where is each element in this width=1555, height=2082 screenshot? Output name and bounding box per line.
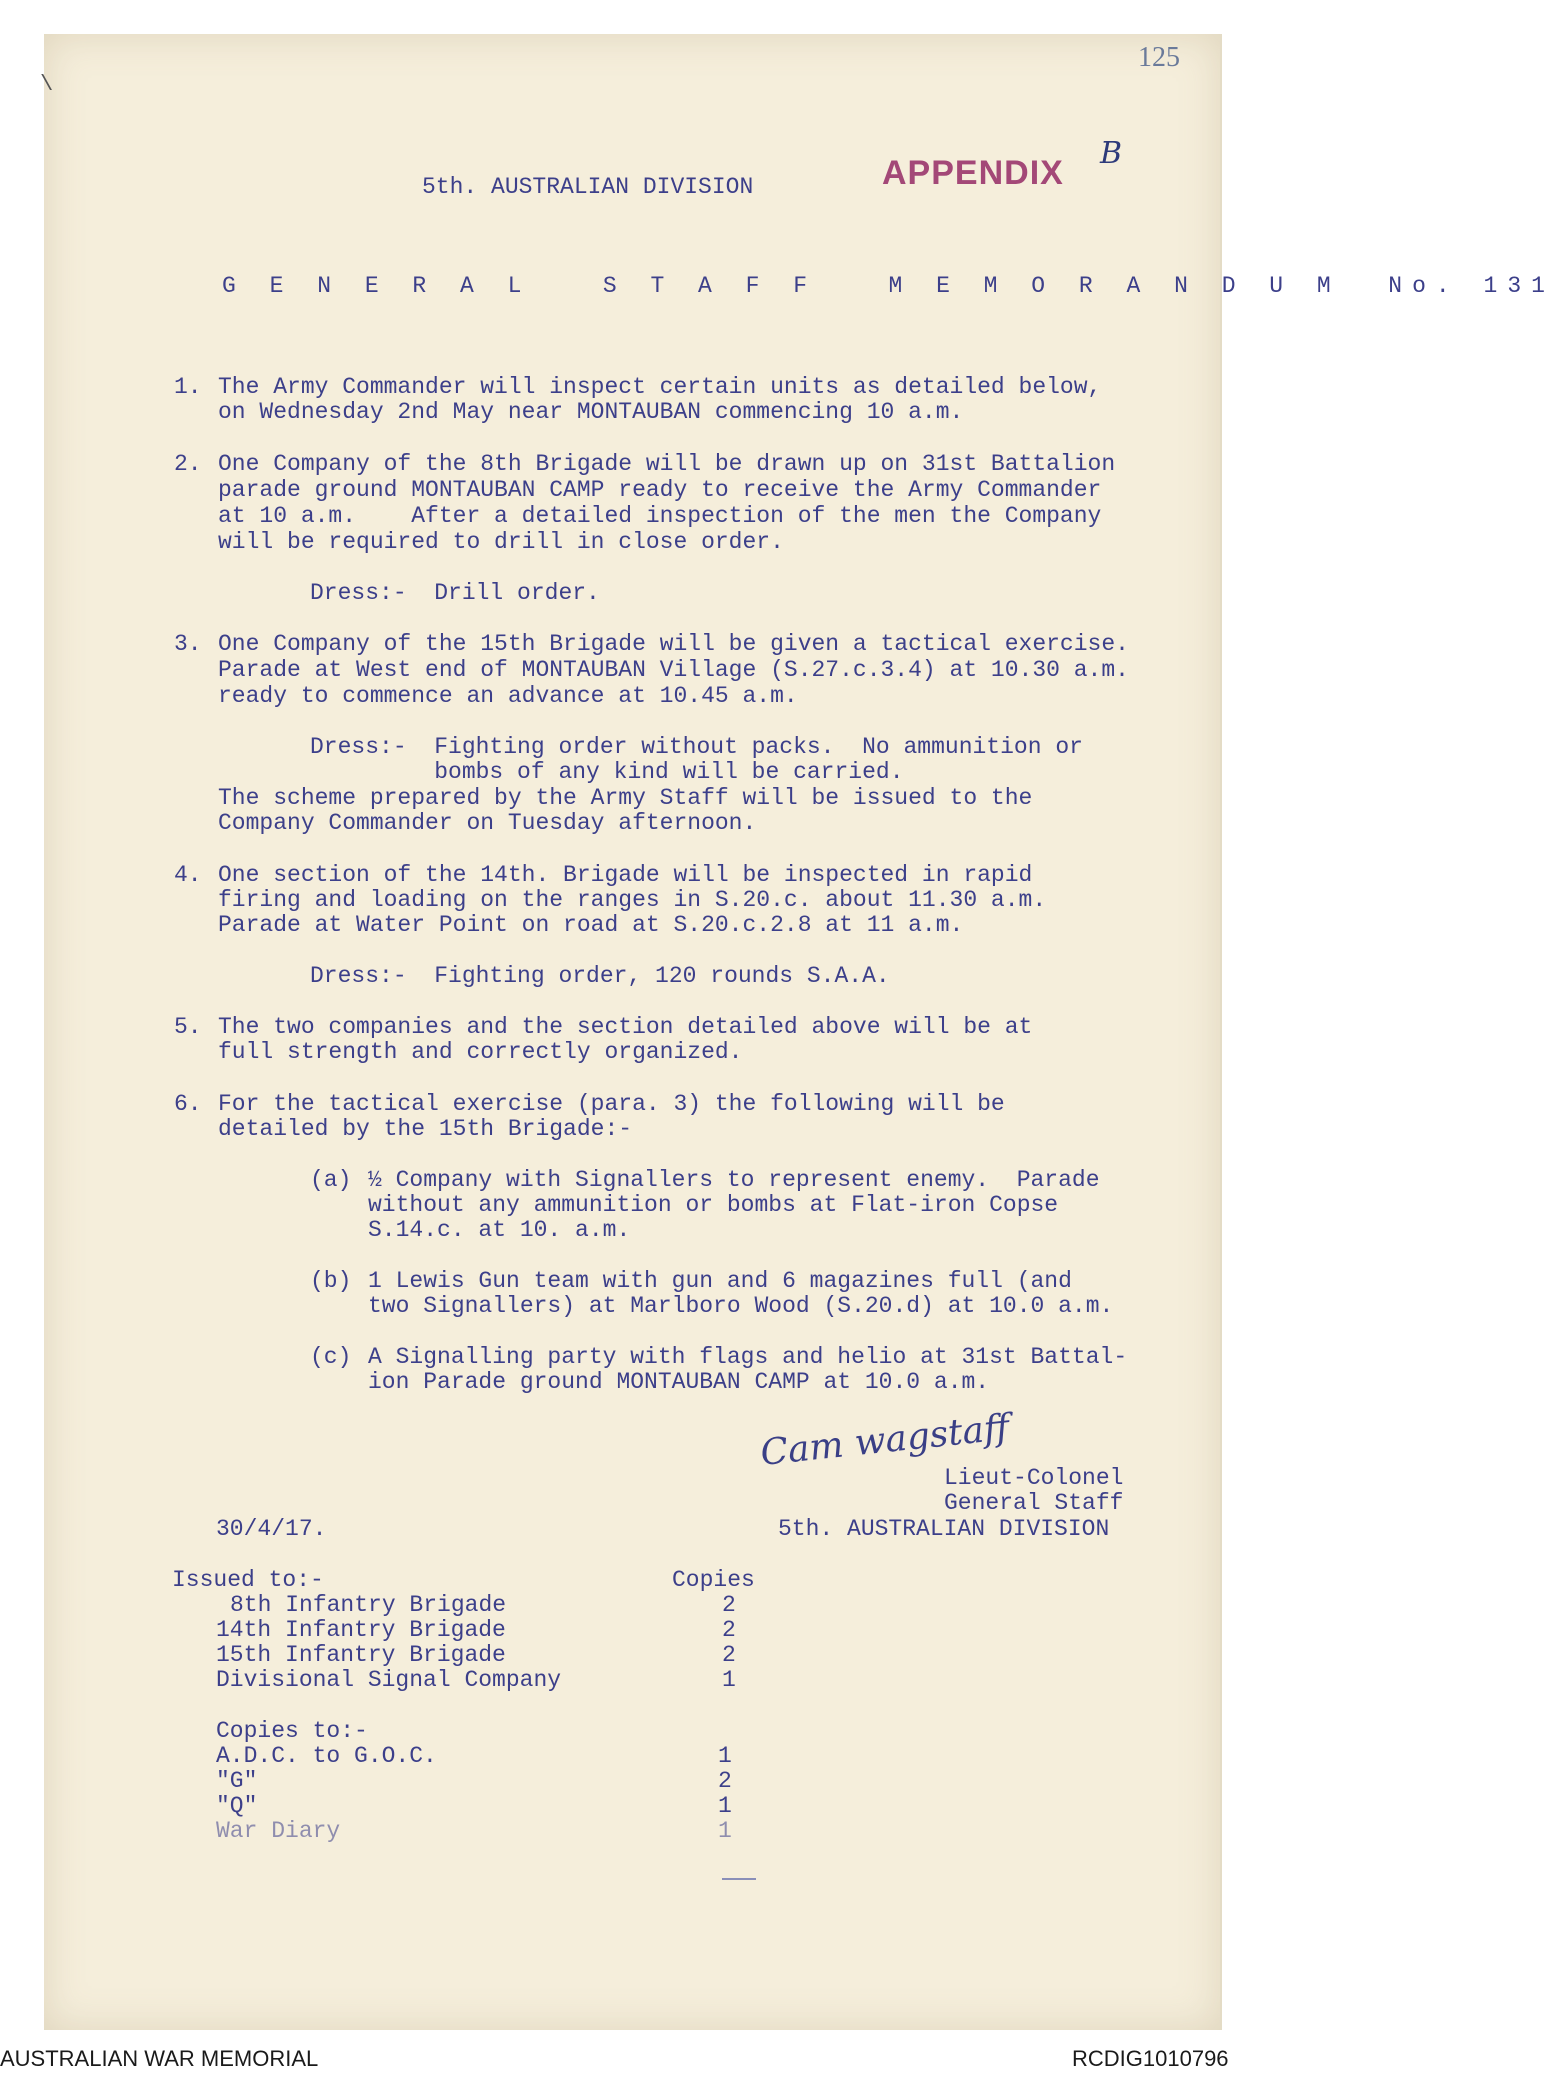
- para-3-dress-line-1: Dress:- Fighting order without packs. No ammunition or: [310, 734, 1083, 760]
- para-2-number: 2.: [174, 451, 202, 477]
- para-5-line-2: full strength and correctly organized.: [218, 1039, 743, 1065]
- copies-to-row-1-copies: 1: [718, 1743, 732, 1769]
- copies-to-row-2-copies: 2: [718, 1768, 732, 1794]
- sub-item-b-line-2: two Signallers) at Marlboro Wood (S.20.d) at 10.0 a.m.: [368, 1293, 1114, 1319]
- para-4-line-1: One section of the 14th. Brigade will be inspected in rapid: [218, 862, 1033, 888]
- sub-item-c-line-2: ion Parade ground MONTAUBAN CAMP at 10.0 a.m.: [368, 1369, 990, 1395]
- issued-row-2-copies: 2: [722, 1617, 736, 1643]
- sub-item-b-line-1: 1 Lewis Gun team with gun and 6 magazines full (and: [368, 1268, 1072, 1294]
- signature-unit: 5th. AUSTRALIAN DIVISION: [778, 1516, 1110, 1542]
- copies-to-row-3-copies: 1: [718, 1793, 732, 1819]
- para-5-line-1: The two companies and the section detailed above will be at: [218, 1014, 1033, 1040]
- copies-to-row-2-name: "G": [216, 1768, 258, 1794]
- issued-to-label: Issued to:-: [172, 1567, 324, 1593]
- para-6-line-1: For the tactical exercise (para. 3) the following will be: [218, 1091, 1005, 1117]
- sub-item-a-line-3: S.14.c. at 10. a.m.: [368, 1217, 631, 1243]
- para-2-line-2: parade ground MONTAUBAN CAMP ready to receive the Army Commander: [218, 477, 1102, 503]
- para-2-line-3: at 10 a.m. After a detailed inspection of the men the Company: [218, 503, 1102, 529]
- para-3-line-2: Parade at West end of MONTAUBAN Village (S.27.c.3.4) at 10.30 a.m.: [218, 657, 1129, 683]
- issued-row-1-copies: 2: [722, 1592, 736, 1618]
- corner-mark: \: [40, 72, 54, 97]
- copies-to-label: Copies to:-: [216, 1718, 368, 1744]
- para-1-line-2: on Wednesday 2nd May near MONTAUBAN commencing 10 a.m.: [218, 399, 964, 425]
- sub-item-c-label: (c): [310, 1344, 352, 1370]
- issued-row-2-name: 14th Infantry Brigade: [216, 1617, 506, 1643]
- issued-row-4-copies: 1: [722, 1667, 736, 1693]
- copies-header: Copies: [672, 1567, 755, 1593]
- sub-item-b-label: (b): [310, 1268, 352, 1294]
- signature-rank: Lieut-Colonel: [944, 1465, 1124, 1491]
- copies-to-row-3-name: "Q": [216, 1793, 258, 1819]
- memorandum-title: G E N E R A L S T A F F M E M O R A N D U M No. 131: [222, 273, 1555, 299]
- para-5-number: 5.: [174, 1014, 202, 1040]
- para-6-line-2: detailed by the 15th Brigade:-: [218, 1116, 633, 1142]
- sub-item-a-label: (a): [310, 1167, 352, 1193]
- para-1-number: 1.: [174, 374, 202, 400]
- para-4-dress: Dress:- Fighting order, 120 rounds S.A.A.: [310, 963, 890, 989]
- appendix-stamp: APPENDIX: [882, 154, 1064, 192]
- para-3-line-1: One Company of the 15th Brigade will be given a tactical exercise.: [218, 631, 1129, 657]
- page-number: 125: [1138, 42, 1180, 73]
- footer-archive-name: AUSTRALIAN WAR MEMORIAL: [0, 2046, 319, 2071]
- copies-to-row-1-name: A.D.C. to G.O.C.: [216, 1743, 437, 1769]
- issued-row-3-copies: 2: [722, 1642, 736, 1668]
- sub-item-a-line-1: ½ Company with Signallers to represent enemy. Parade: [368, 1167, 1100, 1193]
- para-3-after-line-2: Company Commander on Tuesday afternoon.: [218, 810, 757, 836]
- sub-item-c-line-1: A Signalling party with flags and helio at 31st Battal-: [368, 1344, 1128, 1370]
- signature-role: General Staff: [944, 1490, 1124, 1516]
- copies-to-row-4-copies: 1: [718, 1818, 732, 1844]
- copies-to-row-4-name: War Diary: [216, 1818, 341, 1844]
- document-date: 30/4/17.: [216, 1516, 327, 1542]
- para-6-number: 6.: [174, 1091, 202, 1117]
- division-heading: 5th. AUSTRALIAN DIVISION: [422, 174, 754, 200]
- issued-row-4-name: Divisional Signal Company: [216, 1667, 562, 1693]
- appendix-handwritten-letter: B: [1100, 136, 1123, 171]
- para-4-line-2: firing and loading on the ranges in S.20.c. about 11.30 a.m.: [218, 887, 1047, 913]
- issued-row-1-name: 8th Infantry Brigade: [230, 1592, 507, 1618]
- para-2-line-1: One Company of the 8th Brigade will be drawn up on 31st Battalion: [218, 451, 1116, 477]
- para-3-number: 3.: [174, 631, 202, 657]
- sub-item-a-line-2: without any ammunition or bombs at Flat-iron Copse: [368, 1192, 1059, 1218]
- para-3-line-3: ready to commence an advance at 10.45 a.m.: [218, 683, 798, 709]
- handwritten-signature: Cam wagstaff: [758, 1407, 1012, 1474]
- issued-row-3-name: 15th Infantry Brigade: [216, 1642, 506, 1668]
- para-4-line-3: Parade at Water Point on road at S.20.c.2.8 at 11 a.m.: [218, 912, 964, 938]
- footer-record-id: RCDIG1010796: [1072, 2046, 1229, 2071]
- para-3-dress-line-2: bombs of any kind will be carried.: [310, 759, 904, 785]
- para-1-line-1: The Army Commander will inspect certain units as detailed below,: [218, 374, 1102, 400]
- para-3-after-line-1: The scheme prepared by the Army Staff will be issued to the: [218, 785, 1033, 811]
- para-2-line-4: will be required to drill in close order.: [218, 529, 784, 555]
- para-2-dress: Dress:- Drill order.: [310, 580, 600, 606]
- end-divider: [722, 1878, 756, 1880]
- para-4-number: 4.: [174, 862, 202, 888]
